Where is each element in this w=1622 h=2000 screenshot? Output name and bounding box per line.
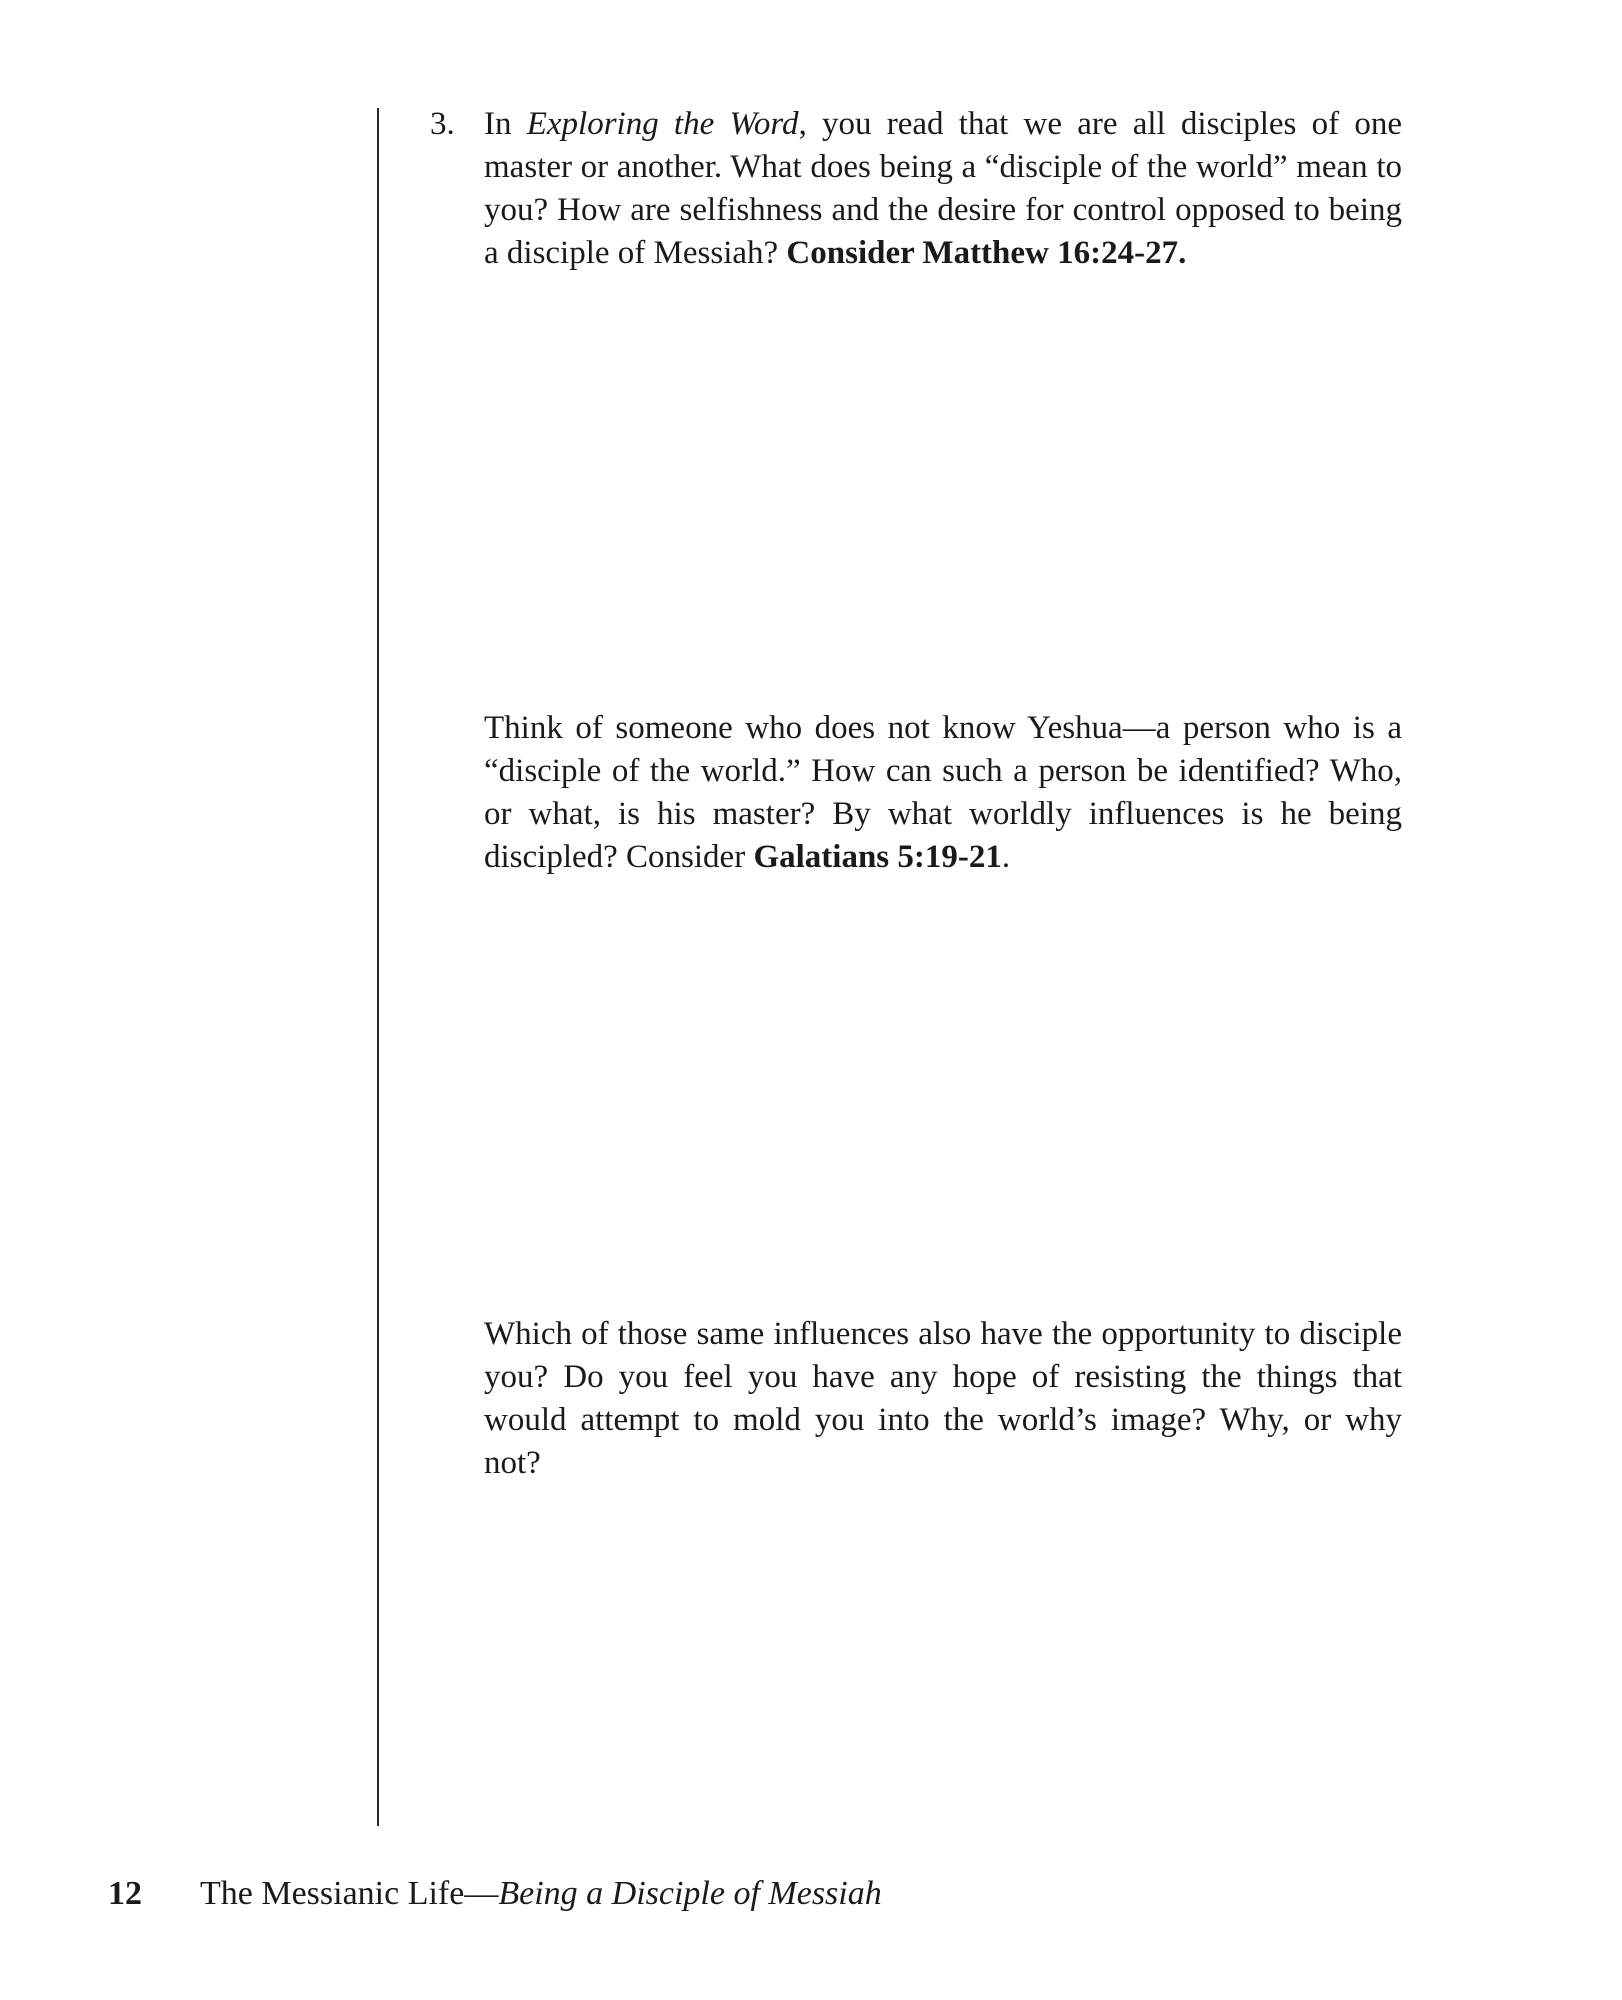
question-3-followup-1 bbox=[484, 707, 1402, 879]
running-subtitle: Being a Disciple of Messiah bbox=[498, 1875, 882, 1912]
question-3-text-start: In bbox=[484, 106, 527, 142]
followup-1-period: . bbox=[1001, 839, 1011, 875]
scripture-reference: Consider Matthew 16:24-27. bbox=[786, 235, 1187, 271]
question-3 bbox=[430, 103, 1402, 275]
question-number: 3. bbox=[430, 106, 455, 142]
followup-2-text: Which of those same influences also have the opportunity to disciple you? Do you feel you have any hope of resisting the things that would attempt to mold you into the world’s image? Why, or why not? bbox=[484, 1316, 1402, 1481]
book-reference-title: Exploring the Word bbox=[526, 106, 799, 142]
margin-rule bbox=[377, 108, 379, 1826]
page-footer bbox=[108, 1872, 882, 1916]
question-3-followup-2 bbox=[484, 1313, 1402, 1485]
scripture-reference: Galatians 5:19-21 bbox=[753, 839, 1002, 875]
running-title: The Messianic Life— bbox=[200, 1875, 499, 1912]
page-number: 12 bbox=[108, 1875, 142, 1912]
question-3-text-end: , you read that we are all disciples of one master or another. What does being a “disciple of the world” mean to you? How are selfishness and the desire for control opposed to being a disciple of Messiah? bbox=[484, 106, 1402, 271]
followup-1-text: Think of someone who does not know Yeshua—a person who is a “disciple of the world.” How can such a person be identified? Who, or what, is his master? By what worldly influences is he being discipled? Consider bbox=[484, 710, 1402, 875]
